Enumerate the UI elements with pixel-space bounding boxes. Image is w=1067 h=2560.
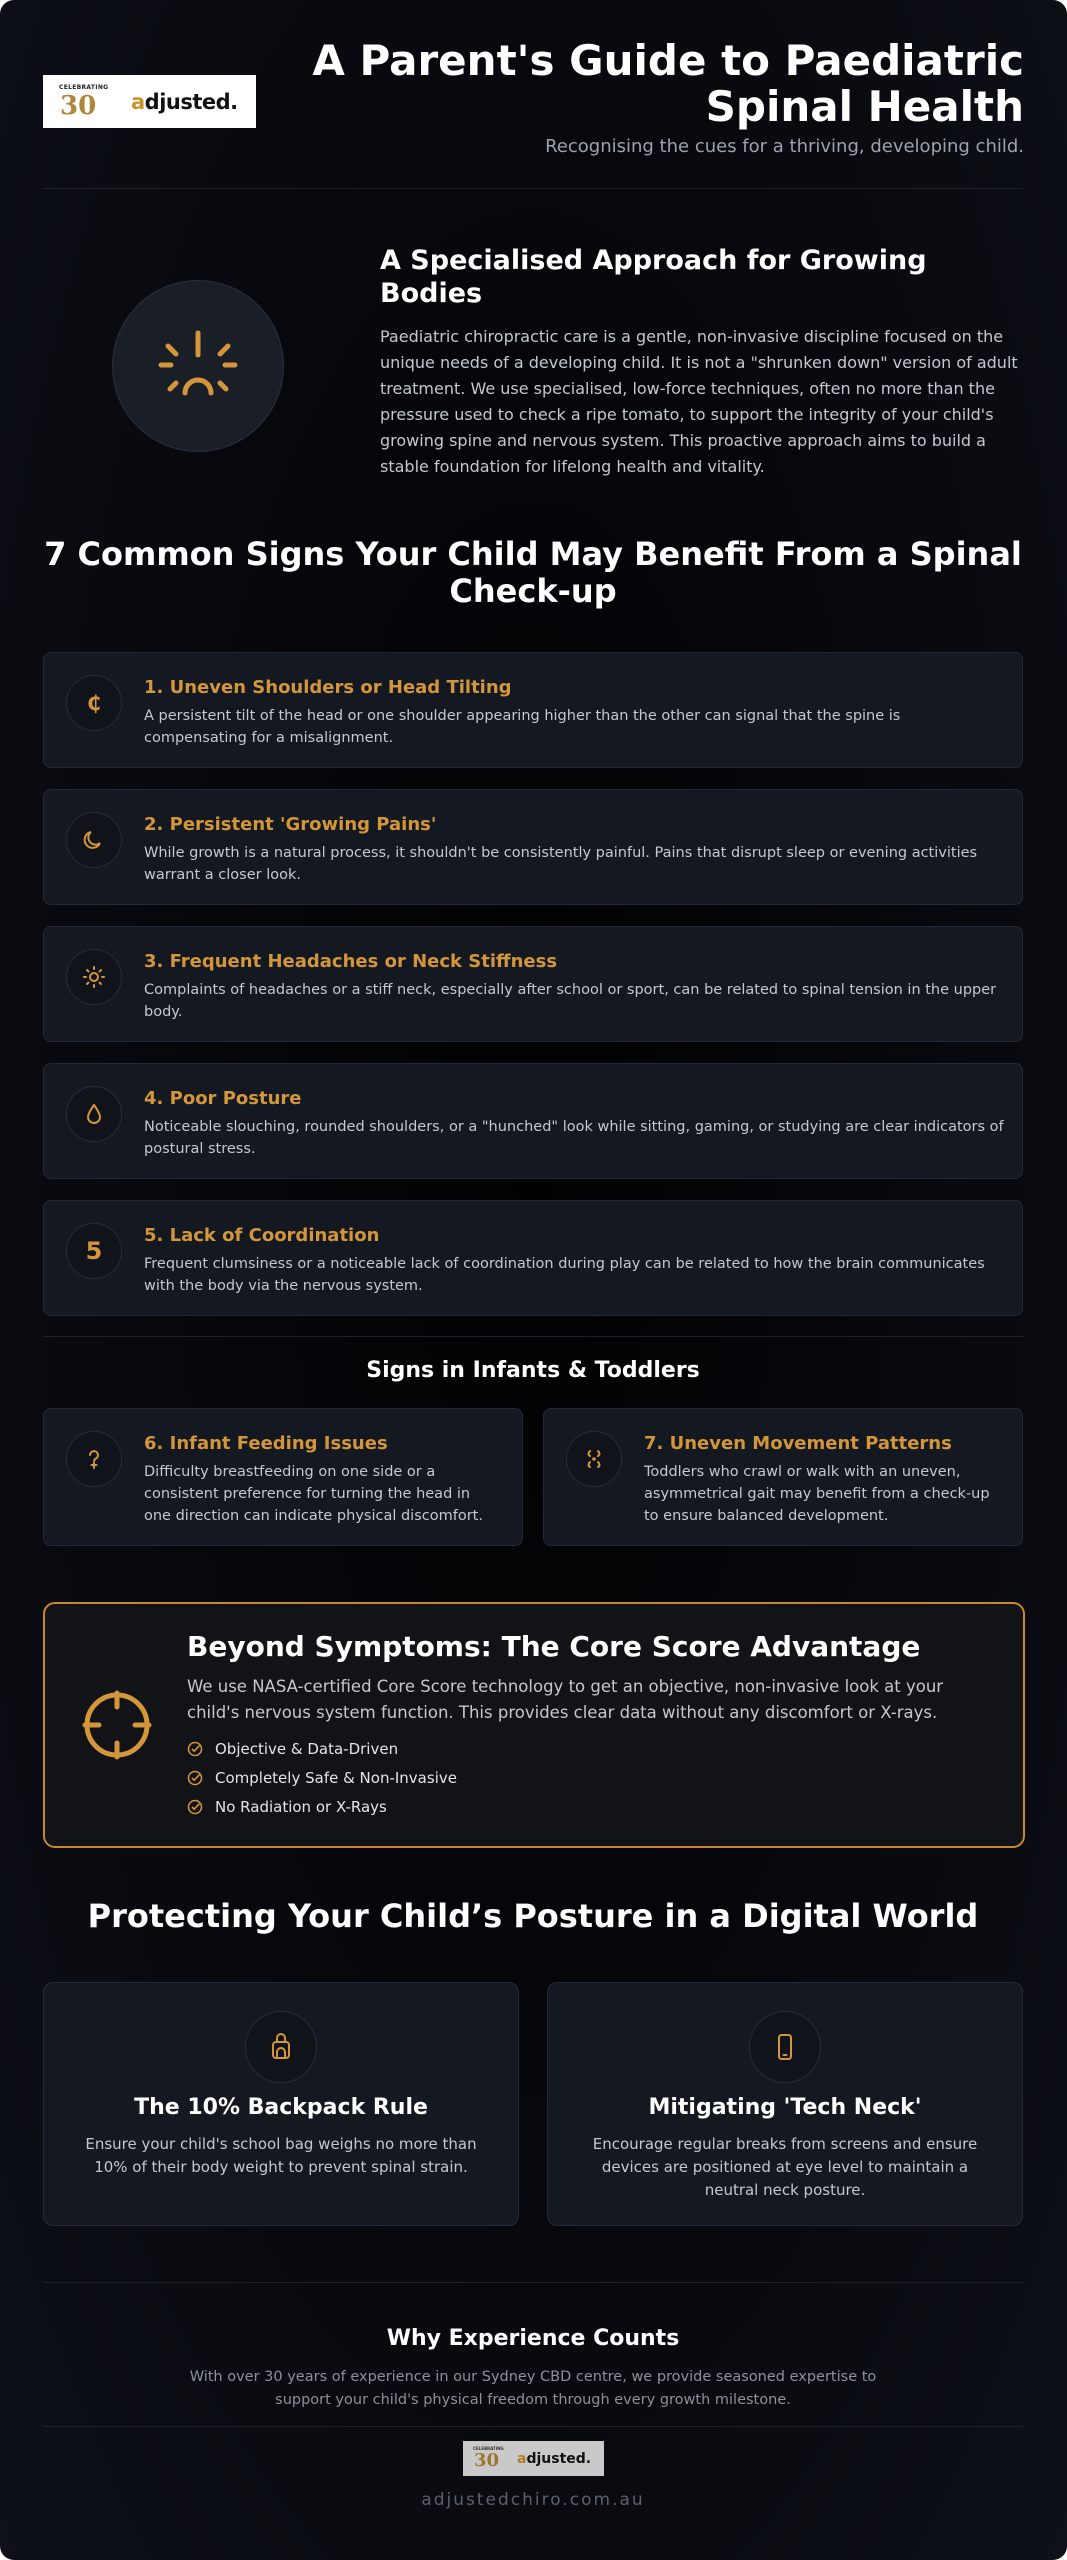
sign-card-6 [43, 1408, 523, 1546]
experience-title: Why Experience Counts [386, 2326, 680, 2351]
approach-icon-circle [112, 280, 284, 452]
divider [43, 188, 1023, 189]
sign-description: While growth is a natural process, it shouldn't be consistently painful. Pains that disrupt sleep or evening activities warrant a closer look. [144, 845, 978, 883]
core-score-card [43, 1602, 1025, 1848]
approach-body: Paediatric chiropractic care is a gentle, non-invasive discipline focused on the unique needs of a developing child. It is not a "shrunken down" version of adult treatment. We use specialised, low-force techniques, often no more than the pressure used to check a ripe tomato, to support the integrity of your child's growing spine and nervous system. This proactive approach aims to build a stable foundation for lifelong health and vitality. [380, 327, 1018, 476]
crosshair-icon [81, 1689, 153, 1761]
tip-description: Ensure your child's school bag weighs no more than 10% of their body weight to prevent spinal strain. [85, 2135, 477, 2176]
phone-icon [749, 2011, 821, 2083]
signs-section-title: 7 Common Signs Your Child May Benefit From a Spinal Check-up [44, 535, 1022, 610]
sign-title: 4. Poor Posture [144, 1088, 302, 1109]
divider [43, 2282, 1023, 2283]
tip-title: The 10% Backpack Rule [134, 2095, 428, 2120]
sign-title: 2. Persistent 'Growing Pains' [144, 814, 437, 835]
sign-card-1 [43, 652, 1023, 768]
sign-description: A persistent tilt of the head or one shoulder appearing higher than the other can signal that the spine is compensating for a misalignment. [144, 708, 901, 746]
sign-title: 7. Uneven Movement Patterns [644, 1433, 952, 1454]
sign-title: 1. Uneven Shoulders or Head Tilting [144, 677, 512, 698]
check-circle-icon [187, 1770, 203, 1786]
anniversary-badge: CELEBRATING 30 [473, 2445, 504, 2471]
check-circle-icon [187, 1799, 203, 1815]
footer-logo[interactable] [463, 2441, 604, 2476]
backpack-tip-card [43, 1982, 519, 2226]
divider [43, 1336, 1023, 1337]
sun-rise-icon [113, 281, 283, 451]
check-circle-icon [187, 1741, 203, 1757]
check-item: Objective & Data-Driven [187, 1740, 398, 1758]
footprints-icon [566, 1431, 622, 1487]
sign-description: Difficulty breastfeeding on one side or a consistent preference for turning the head in one direction can indicate physical discomfort. [144, 1464, 483, 1524]
logo-wordmark: adjusted. [131, 89, 238, 114]
sign-description: Complaints of headaches or a stiff neck, especially after school or sport, can be related to spinal tension in the upper body. [144, 982, 997, 1020]
sign-description: Noticeable slouching, rounded shoulders, or a "hunched" look while sitting, gaming, or studying are clear indicators of postural stress. [144, 1119, 1004, 1157]
page-subtitle: Recognising the cues for a thriving, developing child. [545, 136, 1024, 157]
number-five-icon: 5 [66, 1223, 122, 1279]
sign-title: 6. Infant Feeding Issues [144, 1433, 388, 1454]
divider [43, 2426, 1023, 2427]
moon-icon [66, 812, 122, 868]
digital-section-title: Protecting Your Child’s Posture in a Digital World [87, 1897, 979, 1935]
sign-description: Frequent clumsiness or a noticeable lack of coordination during play can be related to how the brain communicates with the body via the nervous system. [144, 1256, 985, 1294]
sign-description: Toddlers who crawl or walk with an uneven, asymmetrical gait may benefit from a check-up to ensure balanced development. [644, 1464, 990, 1524]
sign-card-3 [43, 926, 1023, 1042]
check-item: Completely Safe & Non-Invasive [187, 1769, 457, 1787]
experience-description: With over 30 years of experience in our Sydney CBD centre, we provide seasoned expertise to support your child's physical freedom through every growth milestone. [189, 2369, 877, 2408]
tip-title: Mitigating 'Tech Neck' [648, 2095, 922, 2120]
backpack-icon [245, 2011, 317, 2083]
tip-description: Encourage regular breaks from screens and ensure devices are positioned at eye level to maintain a neutral neck posture. [592, 2135, 978, 2199]
check-item: No Radiation or X-Rays [187, 1798, 387, 1816]
approach-title: A Specialised Approach for Growing Bodies [380, 245, 927, 309]
currency-icon: ₵ [66, 675, 122, 731]
core-score-title: Beyond Symptoms: The Core Score Advantage [187, 1630, 921, 1663]
logo-wordmark: adjusted. [517, 2450, 592, 2467]
droplet-icon [66, 1086, 122, 1142]
sign-card-4 [43, 1063, 1023, 1179]
core-score-description: We use NASA-certified Core Score technology to get an objective, non-invasive look at your child's nervous system function. This provides clear data without any discomfort or X-rays. [187, 1677, 944, 1722]
anniversary-badge: CELEBRATING 30 [59, 83, 109, 121]
sign-title: 3. Frequent Headaches or Neck Stiffness [144, 951, 558, 972]
sun-icon [66, 949, 122, 1005]
tech-neck-tip-card [547, 1982, 1023, 2226]
page-title: A Parent's Guide to Paediatric Spinal Health [312, 36, 1024, 131]
sign-title: 5. Lack of Coordination [144, 1225, 380, 1246]
sign-card-7 [543, 1408, 1023, 1546]
infants-section-title: Signs in Infants & Toddlers [366, 1358, 700, 1383]
website-link[interactable]: adjustedchiro.com.au [421, 2490, 645, 2510]
sign-card-2 [43, 789, 1023, 905]
sign-card-5 [43, 1200, 1023, 1316]
brand-logo[interactable] [43, 75, 256, 128]
question-icon [66, 1431, 122, 1487]
